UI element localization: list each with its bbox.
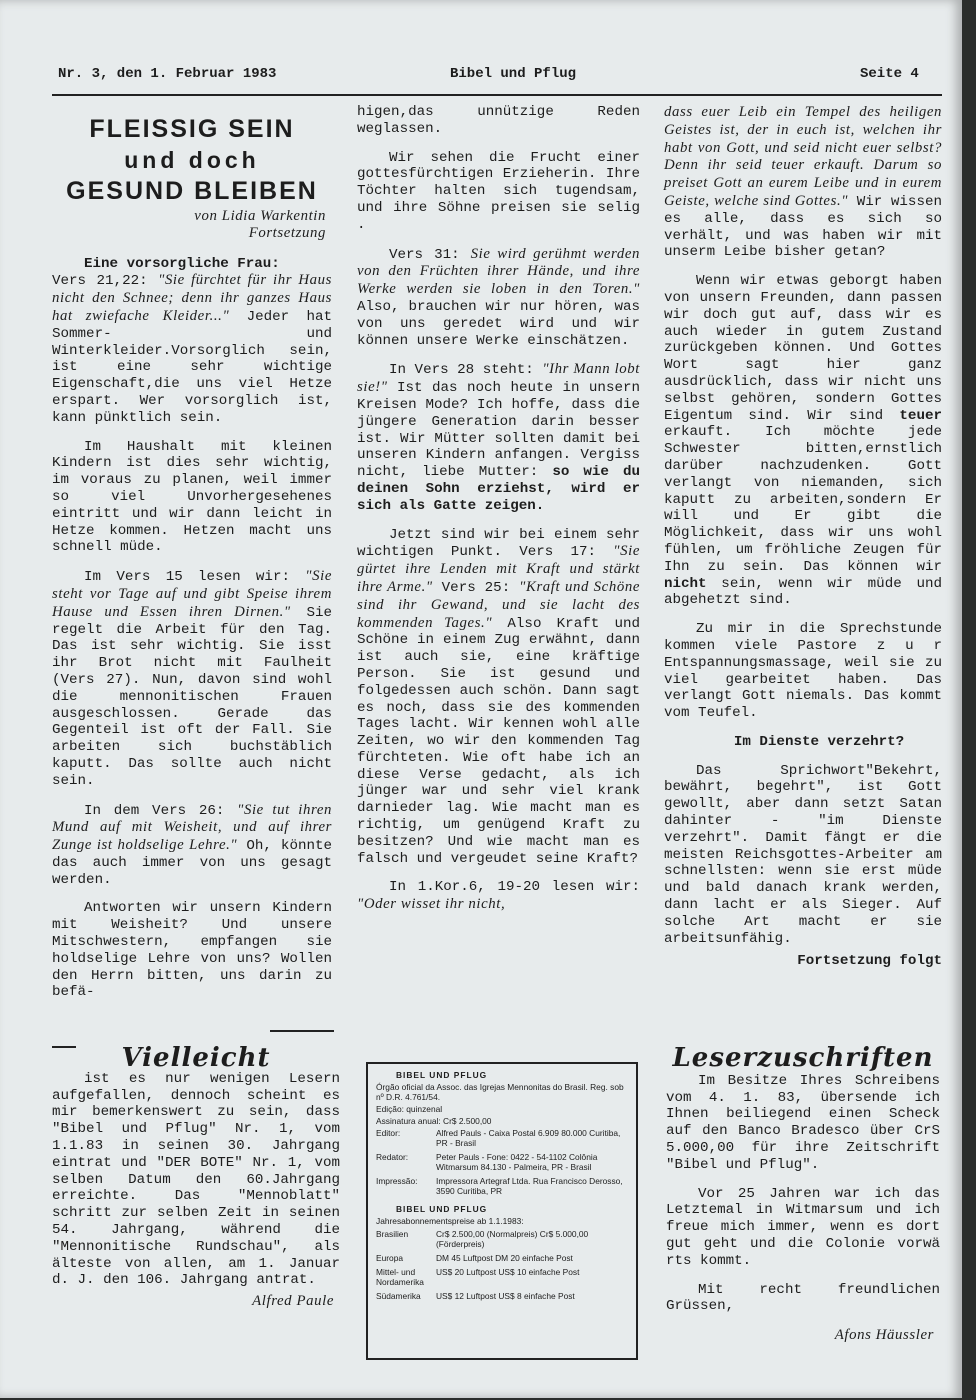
impressum-redator: Redator: Peter Pauls - Fone: 0422 - 54-1102 Colônia Witmarsum 84.130 - Palmeira, PR - Brasil [376, 1152, 598, 1172]
vielleicht-title: Vielleicht [121, 1043, 271, 1073]
article-title-line1: FLEISSIG SEIN [89, 115, 295, 143]
paragraph: Wir sehen die Frucht einer gottesfürchtigen Erzieherin. Ihre Töchter halten sich tugendsam, und ihre Söhne preisen sie selig . [357, 149, 640, 233]
paragraph: Jetzt sind wir bei einem sehr wichtigen Punkt. Vers 17: "Sie gürtet ihre Lenden mit Kraft und stärkt ihre Arme." Vers 25: "Kraft und Schöne sind ihr Gewand, und sie lacht des kommenden Tages." Also Kraft und Schöne in einem Zug erwähnt, dann ist auch sie, eine kräftige Person. Sie ist gesund und folgedessen auch schön. Dann sagt es noch, dass sie des kommenden Tages lacht. Wir kennen wohl alle Zeiten, wo wir den kommenden Tag fürchteten. Wie oft habe ich an diese Verse gedacht, als ich jünger war und sehr viel krank darnieder lag. Wie macht man es richtig, um genügend Kraft zu besitzen? Und wie macht man es falsch und vergeudet seine Kraft? [357, 526, 641, 867]
impressum-editor: Editor: Alfred Pauls - Caixa Postal 6.909 80.000 Curitiba, PR - Brasil [376, 1128, 621, 1148]
paragraph: higen,das unnützige Reden weglassen. [357, 104, 640, 137]
paragraph: Antworten wir unsern Kindern mit Weisheit? Und unsere Mitschwestern, empfangen sie holdselige Lehre von uns? Wollen den Herrn bitten, uns darin zu befä- [52, 900, 332, 1001]
price-intro: Jahresabonnementspreise ab 1.1.1983: [376, 1216, 524, 1226]
article-title-line3: GESUND BLEIBEN [66, 177, 318, 205]
price-nordamerika: Mittel- und Nordamerika US$ 20 Luftpost US$ 10 einfache Post [376, 1267, 580, 1287]
vielleicht-section [52, 1043, 340, 1310]
header-rule [52, 94, 942, 96]
impressum-box [366, 1062, 638, 1360]
impressum-heading: BIBEL UND PFLUG [396, 1070, 488, 1080]
leserzuschriften-title: Leserzuschriften [672, 1043, 934, 1073]
impressum-subscription: Assinatura anual: Cr$ 2.500,00 [376, 1116, 492, 1126]
impressum-printer: Impressão: Impressora Artegraf Ltda. Rua Francisco Derosso, 3590 Curitiba, PR [376, 1176, 623, 1196]
impressum-edition: Edição: quinzenal [376, 1104, 443, 1114]
article-column-1 [52, 114, 332, 1013]
paragraph: In Vers 28 steht: "Ihr Mann lobt sie!" Ist das noch heute in unsern Kreisen Mode? Ich hoffe, dass die jüngere Generation darin besser ist. Wir Mütter sollten damit bei unseren Kindern anfangen. Vergiss nicht, liebe Mutter: so wie du deinen Sohn erziehst, wird er sich als Gatte zeigen. [357, 361, 641, 514]
paragraph: Wenn wir etwas geborgt haben von unsern Freunden, dann passen wir doch gut auf, dass wir es auch wieder in gutem Zustand zurückgeben können. Und Gottes Wort sagt hier ganz ausdrücklich, dass wir nicht uns selbst gehören, sondern Gottes Eigentum sind. Wir sind teuer erkauft. Ich möchte jede Schwester bitten,ernstlich darüber nachzudenken. Gott verlangt von niemanden, sich kaputt zu arbeiten,sondern Er will und Er gibt die Möglichkeit, dass wir uns wohl fühlen, um fröhliche Zeugen für Ihn zu sein. Das können wir nicht sein, wenn wir müde und abgehetzt sind. [664, 273, 942, 609]
paragraph: dass euer Leib ein Tempel des heiligen Geistes ist, der in euch ist, welchen ihr habt von Gott, und seid nicht euer selbst? Denn ihr seid teuer erkauft. Darum so preiset Gott an eurem Leibe und in eurem Geiste, welche sind Gottes." Wir wissen es alle, dass es sich so verhält, und was haben wir mit unserm Leibe bisher getan? [664, 104, 942, 261]
article-column-2 [357, 104, 640, 926]
separator-line [270, 1030, 334, 1032]
page-number: Seite 4 [860, 66, 919, 82]
paragraph: ist es nur wenigen Lesern aufgefallen, dennoch scheint es mir bemerkenswert zu sein, dass "Bibel und Pflug" Nr. 1, vom 1.1.83 in seinen 30. Jahrgang eintrat und "DER BOTE" Nr. 1, vom selben Datum den 60.Jahrgang erreichte. Das "Mennoblatt" schritt zur selben Zeit in seinen 54. Jahrgang, während die "Mennonitische Rundschau", als älteste von allen, am 1. Januar d. J. den 106. Jahrgang antrat. [52, 1070, 340, 1289]
paragraph: Das Sprichwort"Bekehrt, bewährt, begehrt", ist Gott gewollt, aber dann setzt Satan dahinter - "im Dienste verzehrt". Damit fängt er die meisten Reichsgottes-Arbeiter am schnellsten: wenn sie erst müde und bald danach krank werden, dann lacht er als Sieger. Auf solche Art macht er sie arbeitsunfähig. [664, 762, 942, 947]
price-heading: BIBEL UND PFLUG [396, 1204, 488, 1214]
article-author: von Lidia Warkentin [194, 208, 326, 224]
paragraph: Im Haushalt mit kleinen Kindern ist dies sehr wichtig, im voraus zu planen, weil immer so viel Unvorhergesehenes eintritt und wir dann leicht in Hetze kommen. Hetzen macht uns schnell müde. [52, 438, 332, 556]
subheading: Im Dienste verzehrt? [733, 733, 905, 750]
paragraph: Im Vers 15 lesen wir: "Sie steht vor Tage auf und gibt Speise ihrem Hause und Essen ihren Dirnen." Sie regelt die Arbeit für den Tag. Das ist sehr wichtig. Sie isst ihr Brot nicht mit Faulheit (Vers 27). Nun, davon sind wohl die mennonitischen Frauen ausgeschlossen. Gerade das Gegenteil ist oft der Fall. Sie arbeiten sich buchstäblich kaputt. Das sollte auch nicht sein. [52, 568, 332, 789]
leserzuschriften-section [666, 1043, 940, 1344]
paragraph: Vers 31: Sie wird gerühmt werden von den Früchten ihrer Hände, und ihre Werke werden sie loben in den Toren." Also, brauchen wir nur hören, was von uns geredet wird und wir können unsere Werke einschätzen. [357, 245, 640, 349]
price-suedamerika: Südamerika US$ 12 Luftpost US$ 8 einfache Post [376, 1291, 575, 1301]
article-title-line2: und doch [124, 147, 260, 173]
vielleicht-author: Alfred Paule [252, 1293, 334, 1310]
paragraph: Eine vorsorgliche Frau: Vers 21,22: "Sie fürchtet für ihr Haus nicht den Schnee; denn ihr ganzes Haus hat zwiefache Kleider..." Jeder hat Sommer- und Winterkleider.Vorsorglich sein, ist eine sehr wichtige Eigenschaft,die uns viel Hetze erspart. Wer vorsorglich ist, kann pünktlich sein. [52, 255, 332, 426]
paragraph: Zu mir in die Sprechstunde kommen viele Pastore z u r Entspannungsmassage, weil sie zu viel gearbeitet haben. Das verlangt Gott niemals. Das kommt vom Teufel. [664, 621, 942, 722]
paragraph: Vor 25 Jahren war ich das Letztemal in Witmarsum und ich freue mich immer, wenn es dort gut geht und die Colonie vorwä rts kommt. [666, 1185, 940, 1269]
article-continued: Fortsetzung [248, 224, 326, 241]
separator-line [52, 1046, 76, 1048]
continued-note: Fortsetzung folgt [797, 953, 942, 970]
leser-author: Afons Häussler [834, 1327, 934, 1344]
article-column-3 [664, 104, 942, 970]
price-europa: Europa DM 45 Luftpost DM 20 einfache Post [376, 1253, 573, 1263]
impressum-org: Órgão oficial da Assoc. das Igrejas Mennonitas do Brasil. Reg. sob nº D.R. 4.761/54. [376, 1082, 624, 1102]
publication-name: Bibel und Pflug [450, 66, 577, 82]
paragraph: In 1.Kor.6, 19-20 lesen wir: "Oder wisset ihr nicht, [357, 879, 640, 913]
issue-date: Nr. 3, den 1. Februar 1983 [58, 66, 277, 82]
paragraph: In dem Vers 26: "Sie tut ihren Mund auf mit Weisheit, und auf ihrer Zunge ist holdselige Lehre." Oh, könnte das auch immer von uns gesagt werden. [52, 801, 333, 888]
price-brasil: Brasilien Cr$ 2.500,00 (Normalpreis) Cr$ 5.000,00 (Förderpreis) [376, 1229, 589, 1249]
paragraph: Mit recht freundlichen Grüssen, [666, 1281, 940, 1315]
paragraph: Im Besitze Ihres Schreibens vom 4. 1. 83, übersende ich Ihnen beiliegend einen Scheck auf den Banco Bradesco über CrS 5.000,00 für ihre Zeitschrift "Bibel und Pflug". [666, 1072, 940, 1173]
